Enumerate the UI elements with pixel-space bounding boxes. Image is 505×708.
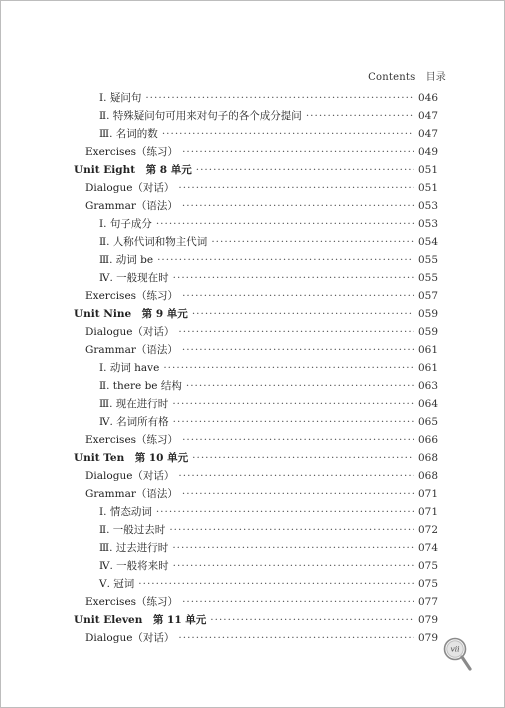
toc-entry-label: Unit Nine 第 9 单元 (74, 308, 188, 320)
page-number-badge (443, 637, 473, 673)
toc-entry-unit[interactable] (74, 161, 438, 179)
magnifier-icon (443, 637, 473, 673)
toc-entry-item[interactable] (74, 539, 438, 557)
toc-entry-page-number: 075 (417, 560, 438, 572)
dot-leader (173, 269, 414, 287)
dot-leader (192, 305, 414, 323)
toc-entry-page-number: 079 (417, 632, 438, 644)
dot-leader (182, 485, 414, 503)
toc-entry-unit[interactable] (74, 611, 438, 629)
dot-leader (182, 143, 414, 161)
toc-entry-page-number: 061 (417, 344, 438, 356)
toc-entry-label: Ⅱ. 一般过去时 (99, 524, 166, 536)
toc-entry-label: Ⅰ. 句子成分 (99, 218, 152, 230)
toc-entry-label: Ⅲ. 动词 be (99, 254, 154, 266)
toc-entry-page-number: 051 (417, 164, 438, 176)
toc-entry-section[interactable] (74, 287, 438, 305)
toc-entry-page-number: 068 (417, 452, 438, 464)
toc-entry-label: Ⅲ. 名词的数 (99, 128, 158, 140)
toc-entry-label: Ⅱ. 人称代词和物主代词 (99, 236, 208, 248)
toc-entry-label: Unit Eight 第 8 单元 (74, 164, 192, 176)
toc-entry-page-number: 055 (417, 272, 438, 284)
toc-entry-label: Dialogue（对话） (85, 182, 175, 194)
page-number-text: vii (450, 644, 460, 654)
toc-entry-page-number: 079 (417, 614, 438, 626)
dot-leader (163, 359, 414, 377)
toc-entry-page-number: 055 (417, 254, 438, 266)
dot-leader (178, 179, 414, 197)
toc-entry-page-number: 053 (417, 200, 438, 212)
toc-entry-page-number: 064 (417, 398, 438, 410)
dot-leader (182, 593, 414, 611)
toc-entry-section[interactable] (74, 593, 438, 611)
toc-entry-section[interactable] (74, 323, 438, 341)
dot-leader (210, 611, 414, 629)
dot-leader (162, 125, 414, 143)
toc-entry-section[interactable] (74, 485, 438, 503)
toc-entry-label: Ⅰ. 动词 have (99, 362, 160, 374)
toc-entry-label: Unit Eleven 第 11 单元 (74, 614, 207, 626)
toc-entry-item[interactable] (74, 107, 438, 125)
toc-entry-page-number: 071 (417, 506, 438, 518)
toc-entry-unit[interactable] (74, 305, 438, 323)
toc-entry-page-number: 054 (417, 236, 438, 248)
dot-leader (306, 107, 414, 125)
dot-leader (182, 341, 414, 359)
dot-leader (172, 539, 414, 557)
dot-leader (156, 503, 414, 521)
dot-leader (157, 251, 414, 269)
dot-leader (156, 215, 414, 233)
dot-leader (145, 89, 414, 107)
toc-entry-item[interactable] (74, 359, 438, 377)
toc-entry-page-number: 047 (417, 110, 438, 122)
table-of-contents (74, 89, 438, 647)
toc-entry-section[interactable] (74, 341, 438, 359)
toc-entry-page-number: 061 (417, 362, 438, 374)
dot-leader (182, 287, 414, 305)
toc-entry-label: Grammar（语法） (85, 344, 178, 356)
toc-entry-label: Dialogue（对话） (85, 470, 175, 482)
toc-entry-label: Ⅴ. 冠词 (99, 578, 135, 590)
toc-entry-section[interactable] (74, 179, 438, 197)
dot-leader (211, 233, 414, 251)
toc-entry-item[interactable] (74, 377, 438, 395)
toc-entry-label: Exercises（练习） (85, 290, 179, 302)
toc-entry-section[interactable] (74, 467, 438, 485)
dot-leader (192, 449, 414, 467)
dot-leader (169, 521, 414, 539)
toc-entry-item[interactable] (74, 251, 438, 269)
toc-entry-item[interactable] (74, 557, 438, 575)
toc-entry-label: Unit Ten 第 10 单元 (74, 452, 189, 464)
dot-leader (186, 377, 414, 395)
toc-entry-unit[interactable] (74, 449, 438, 467)
toc-entry-item[interactable] (74, 269, 438, 287)
toc-entry-page-number: 071 (417, 488, 438, 500)
toc-entry-page-number: 047 (417, 128, 438, 140)
toc-entry-label: Grammar（语法） (85, 200, 178, 212)
toc-entry-page-number: 075 (417, 578, 438, 590)
toc-entry-page-number: 051 (417, 182, 438, 194)
toc-entry-label: Ⅲ. 过去进行时 (99, 542, 169, 554)
toc-entry-page-number: 065 (417, 416, 438, 428)
toc-entry-label: Dialogue（对话） (85, 326, 175, 338)
toc-entry-item[interactable] (74, 575, 438, 593)
toc-entry-label: Grammar（语法） (85, 488, 178, 500)
toc-entry-page-number: 066 (417, 434, 438, 446)
toc-entry-page-number: 049 (417, 146, 438, 158)
toc-entry-label: Ⅳ. 一般将来时 (99, 560, 169, 572)
dot-leader (182, 197, 414, 215)
toc-entry-item[interactable] (74, 215, 438, 233)
dot-leader (196, 161, 414, 179)
toc-entry-label: Ⅱ. 特殊疑问句可用来对句子的各个成分提问 (99, 110, 302, 122)
toc-entry-section[interactable] (74, 431, 438, 449)
toc-entry-page-number: 046 (417, 92, 438, 104)
dot-leader (178, 629, 414, 647)
toc-entry-label: Exercises（练习） (85, 596, 179, 608)
toc-entry-item[interactable] (74, 233, 438, 251)
dot-leader (178, 323, 414, 341)
toc-entry-section[interactable] (74, 629, 438, 647)
toc-entry-item[interactable] (74, 125, 438, 143)
dot-leader (173, 557, 414, 575)
dot-leader (178, 467, 414, 485)
toc-entry-page-number: 077 (417, 596, 438, 608)
toc-entry-label: Ⅱ. there be 结构 (99, 380, 182, 392)
toc-entry-page-number: 068 (417, 470, 438, 482)
toc-entry-item[interactable] (74, 503, 438, 521)
toc-entry-label: Ⅰ. 情态动词 (99, 506, 152, 518)
toc-entry-item[interactable] (74, 89, 438, 107)
running-header: Contents 目录 (368, 72, 446, 83)
dot-leader (138, 575, 414, 593)
toc-entry-page-number: 057 (417, 290, 438, 302)
toc-entry-label: Ⅳ. 名词所有格 (99, 416, 169, 428)
toc-entry-page-number: 074 (417, 542, 438, 554)
toc-entry-label: Exercises（练习） (85, 146, 179, 158)
toc-entry-item[interactable] (74, 413, 438, 431)
dot-leader (173, 413, 414, 431)
toc-entry-item[interactable] (74, 395, 438, 413)
toc-entry-section[interactable] (74, 143, 438, 161)
toc-entry-section[interactable] (74, 197, 438, 215)
toc-entry-label: Ⅳ. 一般现在时 (99, 272, 169, 284)
dot-leader (172, 395, 414, 413)
toc-entry-label: Exercises（练习） (85, 434, 179, 446)
toc-entry-page-number: 072 (417, 524, 438, 536)
toc-entry-label: Ⅰ. 疑问句 (99, 92, 142, 104)
dot-leader (182, 431, 414, 449)
toc-entry-item[interactable] (74, 521, 438, 539)
toc-entry-page-number: 053 (417, 218, 438, 230)
toc-entry-page-number: 059 (417, 326, 438, 338)
toc-entry-page-number: 063 (417, 380, 438, 392)
toc-entry-label: Ⅲ. 现在进行时 (99, 398, 169, 410)
toc-entry-page-number: 059 (417, 308, 438, 320)
toc-entry-label: Dialogue（对话） (85, 632, 175, 644)
